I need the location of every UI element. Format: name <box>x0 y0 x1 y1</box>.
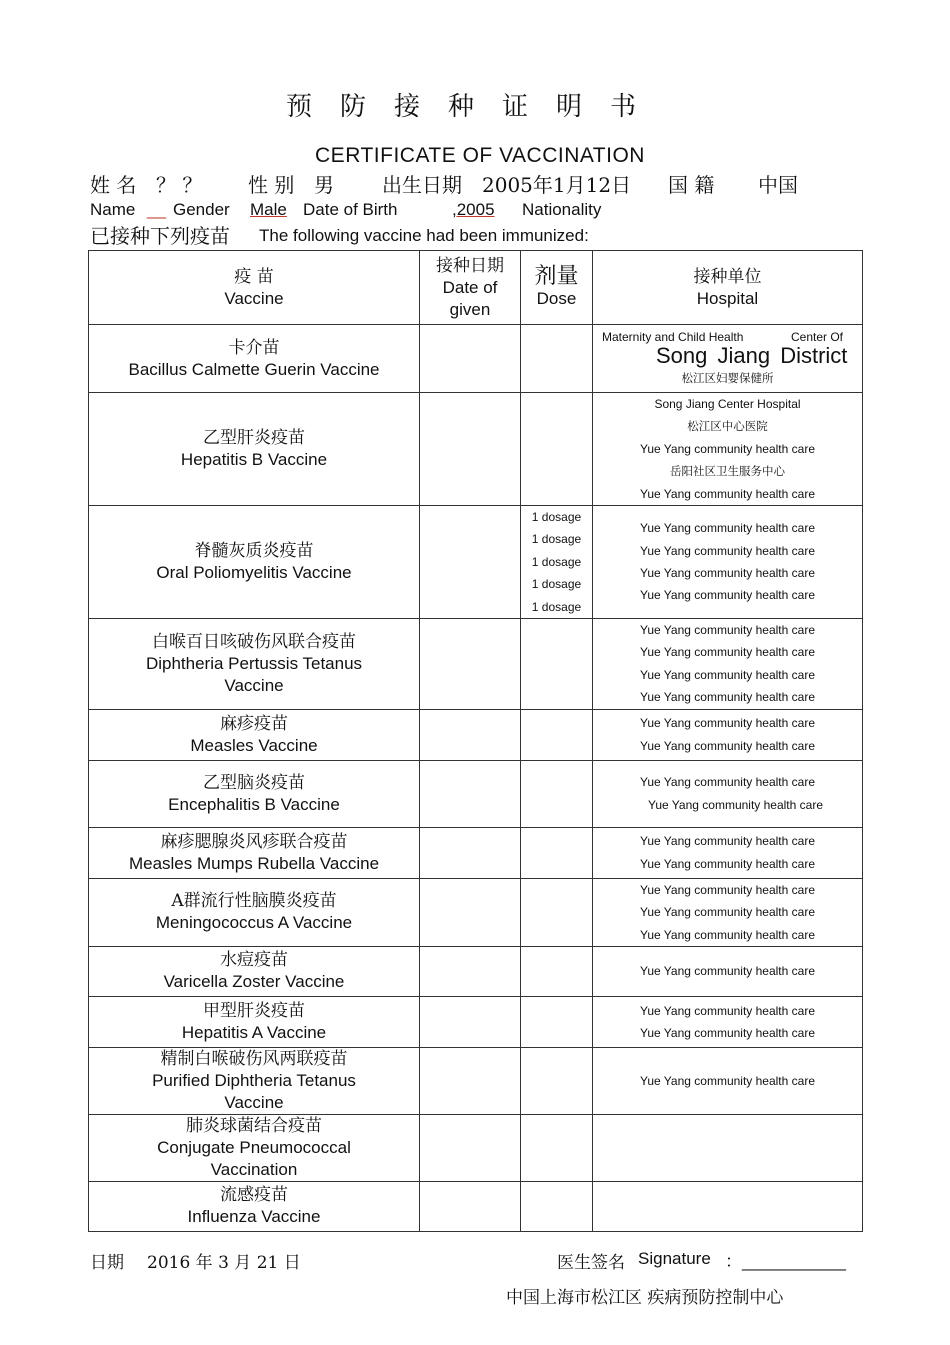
date-cell <box>420 325 521 393</box>
hospital-entry: Yue Yang community health care <box>640 856 815 871</box>
title-english: CERTIFICATE OF VACCINATION <box>315 144 645 167</box>
vaccination-table <box>88 250 863 1232</box>
vaccine-name-en: Measles Vaccine <box>190 735 318 755</box>
vaccine-cell <box>89 827 420 878</box>
vaccine-name-cn: 肺炎球菌结合疫苗 <box>186 1115 322 1136</box>
vaccine-name-en: Encephalitis B Vaccine <box>168 794 340 814</box>
en-name-value: __ <box>147 200 166 219</box>
hospital-cell <box>593 506 863 619</box>
vaccine-cell <box>89 393 420 506</box>
vaccine-name-cn: 精制白喉破伤风两联疫苗 <box>160 1048 348 1069</box>
en-gender-label: Gender <box>173 200 230 219</box>
vaccine-name-cn: 卡介苗 <box>228 337 280 358</box>
date-cell <box>420 827 521 878</box>
header-hospital-cn: 接种单位 <box>693 266 762 287</box>
header-dose-cn: 剂量 <box>534 263 579 289</box>
hospital-entry: Yue Yang community health care <box>640 623 815 638</box>
vaccine-name-cn: 乙型脑炎疫苗 <box>203 772 305 793</box>
hospital-entry: Yue Yang community health care <box>640 521 815 536</box>
vaccine-name-cn: 脊髓灰质炎疫苗 <box>194 541 314 562</box>
table-row <box>89 1047 863 1114</box>
header-dose <box>521 251 593 325</box>
date-cell <box>420 946 521 996</box>
title-chinese: 预防接种证明书 <box>285 92 664 122</box>
date-cell <box>420 1114 521 1181</box>
immunized-en: The following vaccine had been immunized: <box>259 226 589 245</box>
en-dob-label: Date of Birth <box>303 200 398 219</box>
vaccine-cell <box>89 996 420 1047</box>
hospital-cell <box>593 1181 863 1231</box>
dose-cell <box>521 946 593 996</box>
vaccine-cell <box>89 1047 420 1114</box>
table-row <box>89 760 863 827</box>
dose-cell <box>521 506 593 619</box>
hospital-entry: 岳阳社区卫生服务中心 <box>670 464 785 479</box>
cn-gender-value: 男 <box>314 173 334 197</box>
bcg-hospital-line1-left: Maternity and Child Health <box>602 329 744 344</box>
date-cell <box>420 619 521 710</box>
immunized-cn: 已接种下列疫苗 <box>90 224 230 248</box>
vaccine-cell <box>89 1181 420 1231</box>
dose-cell <box>521 878 593 946</box>
dose-entry: 1 dosage <box>531 599 582 614</box>
hospital-entry: Yue Yang community health care <box>640 927 815 942</box>
vaccine-cell <box>89 946 420 996</box>
hospital-entry: Yue Yang community health care <box>640 667 815 682</box>
header-date-en-2: given <box>449 299 491 319</box>
table-row <box>89 506 863 619</box>
hospital-cell <box>593 709 863 760</box>
header-vaccine-en: Vaccine <box>224 288 284 308</box>
hospital-cell <box>593 946 863 996</box>
header-dose-en: Dose <box>536 288 577 308</box>
en-dob-value: ,2005 <box>452 200 495 219</box>
dose-entry: 1 dosage <box>531 532 582 547</box>
vaccine-name-en: Diphtheria Pertussis Tetanus <box>145 653 363 673</box>
vaccine-cell <box>89 878 420 946</box>
date-cell <box>420 760 521 827</box>
dose-cell <box>521 1181 593 1231</box>
date-cell <box>420 506 521 619</box>
footer-date-label: 日期 <box>90 1253 124 1273</box>
hospital-cell <box>593 325 863 393</box>
vaccine-cell <box>89 325 420 393</box>
hospital-cell <box>593 996 863 1047</box>
vaccine-name-en: Measles Mumps Rubella Vaccine <box>128 853 380 873</box>
dose-cell <box>521 1047 593 1114</box>
header-hospital <box>593 251 863 325</box>
en-name-label: Name <box>90 200 136 219</box>
dose-cell <box>521 709 593 760</box>
vaccine-cell <box>89 1114 420 1181</box>
vaccine-name-en: Purified Diphtheria Tetanus <box>152 1070 356 1090</box>
dose-cell <box>521 760 593 827</box>
bcg-hospital-line1-right: Center Of <box>791 329 844 344</box>
dose-entry: 1 dosage <box>531 577 582 592</box>
hospital-cell <box>593 760 863 827</box>
vaccine-name-en: Vaccine <box>224 1092 284 1112</box>
en-gender-value: Male <box>250 200 287 219</box>
date-cell <box>420 709 521 760</box>
signature-line[interactable]: ：___________ <box>725 1252 847 1271</box>
cn-dob-value: 2005年1月12日 <box>482 173 632 197</box>
hospital-entry: Yue Yang community health care <box>640 543 815 558</box>
signature-label-en: Signature <box>638 1249 711 1268</box>
footer-date-value: 2016 年 3 月 21 日 <box>147 1253 301 1273</box>
date-cell <box>420 878 521 946</box>
en-nationality-label: Nationality <box>522 200 602 219</box>
cn-nationality-label: 国 籍 <box>668 173 715 197</box>
vaccine-cell <box>89 709 420 760</box>
vaccine-name-cn: 流感疫苗 <box>220 1185 288 1206</box>
hospital-entry: Yue Yang community health care <box>640 882 815 897</box>
hospital-entry: 松江区中心医院 <box>687 419 768 434</box>
vaccine-name-en: Hepatitis B Vaccine <box>180 450 328 470</box>
vaccine-name-cn: 甲型肝炎疫苗 <box>203 1000 305 1021</box>
table-row <box>89 393 863 506</box>
cn-name-label: 姓 名 <box>90 173 137 197</box>
header-vaccine-cn: 疫 苗 <box>234 266 274 287</box>
vaccine-name-en: Vaccine <box>224 675 284 695</box>
issuing-organization: 中国上海市松江区 疾病预防控制中心 <box>506 1288 784 1308</box>
bcg-hospital-line2: Song Jiang District <box>656 342 848 368</box>
hospital-entry: Yue Yang community health care <box>640 588 815 603</box>
hospital-entry: Yue Yang community health care <box>640 834 815 849</box>
vaccine-name-en: Influenza Vaccine <box>187 1207 321 1227</box>
date-cell <box>420 1047 521 1114</box>
hospital-entry: Yue Yang community health care <box>640 775 815 790</box>
hospital-entry: Yue Yang community health care <box>640 964 815 979</box>
date-cell <box>420 996 521 1047</box>
hospital-entry: Song Jiang Center Hospital <box>654 397 801 411</box>
hospital-entry: Yue Yang community health care <box>640 716 815 731</box>
table-row <box>89 325 863 393</box>
table-row <box>89 827 863 878</box>
dose-cell <box>521 827 593 878</box>
table-row <box>89 878 863 946</box>
vaccine-name-cn: 乙型肝炎疫苗 <box>203 428 305 449</box>
dose-entry: 1 dosage <box>531 510 582 525</box>
hospital-entry: Yue Yang community health care <box>640 566 815 581</box>
hospital-entry: Yue Yang community health care <box>640 905 815 920</box>
vaccine-name-en: Oral Poliomyelitis Vaccine <box>156 563 352 583</box>
dose-entry: 1 dosage <box>531 554 582 569</box>
hospital-entry: Yue Yang community health care <box>648 797 823 812</box>
vaccine-name-en: Meningococcus A Vaccine <box>155 913 353 933</box>
header-date-cn: 接种日期 <box>436 255 504 276</box>
vaccine-name-en: Varicella Zoster Vaccine <box>163 972 345 992</box>
header-date-en-1: Date of <box>442 277 498 297</box>
cn-name-value: ？ ？ <box>156 173 203 197</box>
hospital-entry: Yue Yang community health care <box>640 1025 815 1040</box>
vaccine-name-en: Vaccination <box>210 1159 298 1179</box>
hospital-cell <box>593 1047 863 1114</box>
table-row <box>89 1181 863 1231</box>
cn-dob-label: 出生日期 <box>382 173 462 197</box>
hospital-entry: Yue Yang community health care <box>640 441 815 456</box>
vaccine-name-en: Hepatitis A Vaccine <box>181 1022 327 1042</box>
signature-label-cn: 医生签名 <box>557 1253 625 1273</box>
header-vaccine <box>89 251 420 325</box>
dose-cell <box>521 996 593 1047</box>
vaccine-cell <box>89 619 420 710</box>
cn-gender-label: 性 别 <box>248 173 295 197</box>
dose-cell <box>521 393 593 506</box>
date-cell <box>420 1181 521 1231</box>
dose-cell <box>521 619 593 710</box>
vaccine-name-cn: 麻疹腮腺炎风疹联合疫苗 <box>160 831 348 852</box>
hospital-entry: Yue Yang community health care <box>640 1073 815 1088</box>
hospital-entry: Yue Yang community health care <box>640 738 815 753</box>
hospital-entry: Yue Yang community health care <box>640 1003 815 1018</box>
vaccine-name-cn: 水痘疫苗 <box>220 950 288 971</box>
table-row <box>89 619 863 710</box>
table-row <box>89 946 863 996</box>
date-cell <box>420 393 521 506</box>
header-date <box>420 251 521 325</box>
hospital-cell <box>593 393 863 506</box>
vaccine-name-cn: A群流行性脑膜炎疫苗 <box>171 891 337 912</box>
vaccine-cell <box>89 760 420 827</box>
cn-nationality-value: 中国 <box>758 173 798 197</box>
hospital-entry: Yue Yang community health care <box>640 645 815 660</box>
hospital-entry: Yue Yang community health care <box>640 690 815 705</box>
hospital-cell <box>593 827 863 878</box>
dose-cell <box>521 325 593 393</box>
hospital-cell <box>593 1114 863 1181</box>
header-hospital-en: Hospital <box>696 288 759 308</box>
vaccine-name-en: Bacillus Calmette Guerin Vaccine <box>128 359 380 379</box>
vaccine-name-en: Conjugate Pneumococcal <box>157 1137 351 1157</box>
table-header-row <box>89 251 863 325</box>
table-row <box>89 996 863 1047</box>
hospital-cell <box>593 878 863 946</box>
hospital-entry: Yue Yang community health care <box>640 486 815 501</box>
dose-cell <box>521 1114 593 1181</box>
vaccine-name-cn: 麻疹疫苗 <box>220 713 288 734</box>
vaccine-name-cn: 白喉百日咳破伤风联合疫苗 <box>152 631 356 652</box>
hospital-cell <box>593 619 863 710</box>
vaccine-cell <box>89 506 420 619</box>
table-row <box>89 1114 863 1181</box>
bcg-hospital-line3: 松江区妇婴保健所 <box>681 370 774 385</box>
table-row <box>89 709 863 760</box>
